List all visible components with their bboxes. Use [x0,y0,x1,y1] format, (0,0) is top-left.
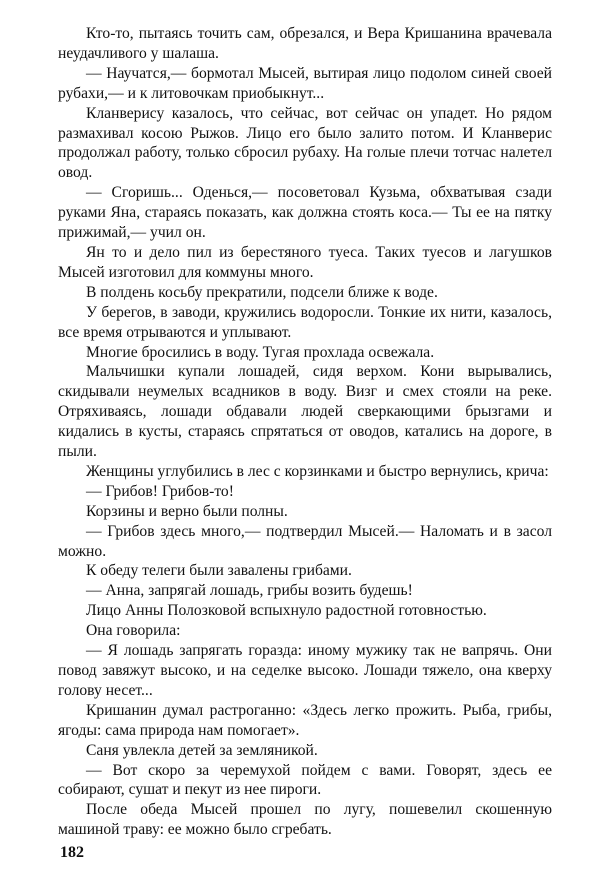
paragraph: В полдень косьбу прекратили, подсели ближе к воде. [86,283,438,301]
paragraph: У берегов, в заводи, кружились водоросли. Тонкие их нити, казалось, все время отрываются и уплывают. [58,303,552,341]
paragraph: — Научатся,— бормотал Мысей, вытирая лицо подолом синей своей рубахи,— и к литовочкам приобыкнут... [58,64,552,102]
paragraph: После обеда Мысей прошел по лугу, пошевелил скошенную машиной траву: ее можно было сгребать. [58,801,552,839]
paragraph: — Вот скоро за черемухой пойдем с вами. Говорят, здесь ее собирают, сушат и пекут из нее пироги. [58,761,552,799]
paragraph: Саня увлекла детей за земляникой. [86,741,318,759]
paragraph: Лицо Анны Полозковой вспыхнуло радостной готовностью. [86,602,487,620]
paragraph: — Сгоришь... Оденься,— посоветовал Кузьма, обхватывая сзади руками Яна, стараясь показать, как должна стоять коса.— Ты ее на пятку прижимай,— учил он. [58,184,552,242]
page-number: 182 [60,844,84,861]
paragraph: Кришанин думал растроганно: «Здесь легко прожить. Рыба, грибы, ягоды: сама природа нам помогает». [58,701,552,739]
paragraph: Она говорила: [86,622,181,640]
paragraph: — Я лошадь запрягать горазда: иному мужику так не вапрячь. Они повод завяжут высоко, и на седелке высоко. Лошади тяжело, она кверху голову несет... [58,642,552,699]
paragraph: Корзины и верно были полны. [86,502,288,520]
paragraph: Мальчишки купали лошадей, сидя верхом. Кони вырывались, скидывали неумелых всадников в воду. Визг и смех стояли на реке. Отряхиваясь, лошади обдавали людей сверкающими брызгами и кидались в кусты, стараясь спрятаться от оводов, катались на дороге, в пыли. [58,363,552,461]
paragraph: — Анна, запрягай лошадь, грибы возить будешь! [86,582,413,600]
paragraph: Кланверису казалось, что сейчас, вот сейчас он упадет. Но рядом размахивал косою Рыжов. Лицо его было залито потом. И Кланверис продолжал работу, только сбросил рубаху. На голые плечи тотчас налетел овод. [58,104,552,182]
paragraph: — Грибов! Грибов-то! [86,482,234,500]
paragraph: Женщины углубились в лес с корзинками и быстро вернулись, крича: [86,462,549,480]
paragraph: — Грибов здесь много,— подтвердил Мысей.— Наломать и в засол можно. [58,522,552,560]
book-page-text [58,24,552,840]
paragraph: К обеду телеги были завалены грибами. [86,562,352,580]
paragraph: Кто-то, пытаясь точить сам, обрезался, и Вера Кришанина врачевала неудачливого у шалаша. [58,25,552,62]
paragraph: Ян то и дело пил из берестяного туеса. Таких туесов и лагушков Мысей изготовил для коммуны много. [58,243,552,281]
paragraph: Многие бросились в воду. Тугая прохлада освежала. [86,343,435,361]
